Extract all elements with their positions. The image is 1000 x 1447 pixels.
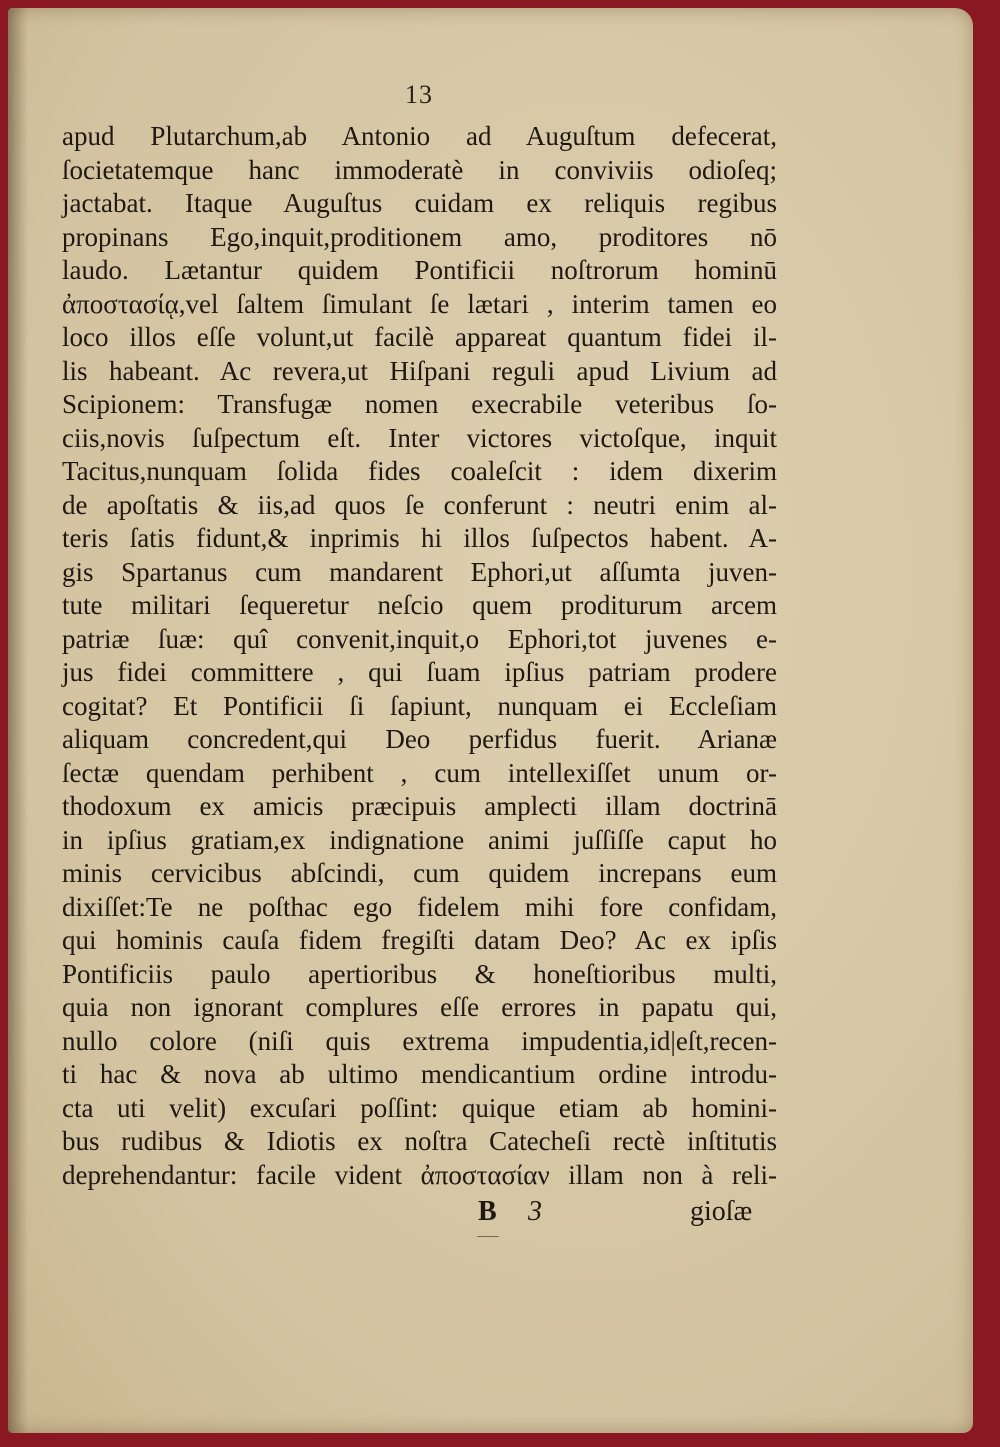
- text-line: bus rudibus & Idiotis ex noſtra Catecheſi rectè inſtitutis: [62, 1126, 777, 1156]
- text-line: patriæ ſuæ: quî convenit,inquit,o Ephori,tot juvenes e-: [62, 623, 777, 654]
- signature-mark: B: [478, 1196, 497, 1227]
- text-line: thodoxum ex amicis præcipuis amplecti illam doctrinā: [62, 791, 777, 821]
- text-line: apud Plutarchum,ab Antonio ad Auguſtum defecerat,: [62, 121, 777, 151]
- text-line: jus fidei committere , qui ſuam ipſius patriam prodere: [62, 657, 777, 687]
- text-line: propinans Ego,inquit,proditionem amo, proditores nō: [62, 221, 777, 252]
- signature-number: 3: [528, 1196, 542, 1227]
- signature-underline: [477, 1236, 499, 1237]
- text-line: cta uti velit) excuſari poſſint: quique etiam ab homini-: [62, 1092, 777, 1123]
- spine-shadow: [8, 8, 28, 1433]
- text-line: dixiſſet:Te ne poſthac ego fidelem mihi fore confidam,: [62, 891, 777, 922]
- body-text: [62, 120, 777, 1192]
- text-line: ſocietatemque hanc immoderatè in conviviis odioſeq;: [62, 154, 777, 185]
- catchword: gioſæ: [690, 1196, 753, 1227]
- text-line: lis habeant. Ac revera,ut Hiſpani reguli apud Livium ad: [62, 355, 777, 386]
- text-line: ἀποστασίᾳ,vel ſaltem ſimulant ſe lætari , interim tamen eo: [62, 288, 777, 319]
- text-line: nullo colore (niſi quis extrema impudentia,id|eſt,recen-: [62, 1025, 777, 1056]
- text-line: minis cervicibus abſcindi, cum quidem increpans eum: [62, 858, 777, 888]
- text-line: ſectæ quendam perhibent , cum intellexiſſet unum or-: [62, 757, 777, 788]
- text-line: tute militari ſequeretur neſcio quem proditurum arcem: [62, 590, 777, 620]
- page-number: 13: [405, 80, 433, 109]
- text-line: ti hac & nova ab ultimo mendicantium ordine introdu-: [62, 1059, 777, 1089]
- text-line: Tacitus,nunquam ſolida fides coaleſcit : idem dixerim: [62, 456, 777, 486]
- text-line: deprehendantur: facile vident ἀποστασίαν illam non à reli-: [62, 1159, 777, 1190]
- text-line: in ipſius gratiam,ex indignatione animi juſſiſſe caput ho: [62, 824, 777, 855]
- text-line: quia non ignorant complures eſſe errores in papatu qui,: [62, 992, 777, 1022]
- text-line: laudo. Lætantur quidem Pontificii noſtrorum hominū: [62, 255, 777, 285]
- text-line: gis Spartanus cum mandarent Ephori,ut aſſumta juven-: [62, 556, 777, 587]
- text-line: cogitat? Et Pontificii ſi ſapiunt, nunquam ei Eccleſiam: [62, 690, 777, 721]
- text-line: teris ſatis fidunt,& inprimis hi illos ſuſpectos habent. A-: [62, 523, 777, 553]
- text-line: aliquam concredent,qui Deo perfidus fuerit. Arianæ: [62, 724, 777, 754]
- text-line: qui hominis cauſa fidem fregiſti datam Deo? Ac ex ipſis: [62, 925, 777, 955]
- text-line: Scipionem: Transfugæ nomen execrabile veteribus ſo-: [62, 389, 777, 419]
- text-line: Pontificiis paulo apertioribus & honeſtioribus multi,: [62, 958, 777, 989]
- text-line: de apoſtatis & iis,ad quos ſe conferunt : neutri enim al-: [62, 489, 777, 520]
- text-line: ciis,novis ſuſpectum eſt. Inter victores victoſque, inquit: [62, 422, 777, 453]
- text-line: jactabat. Itaque Auguſtus cuidam ex reliquis regibus: [62, 188, 777, 218]
- text-line: loco illos eſſe volunt,ut facilè appareat quantum fidei il-: [62, 322, 777, 352]
